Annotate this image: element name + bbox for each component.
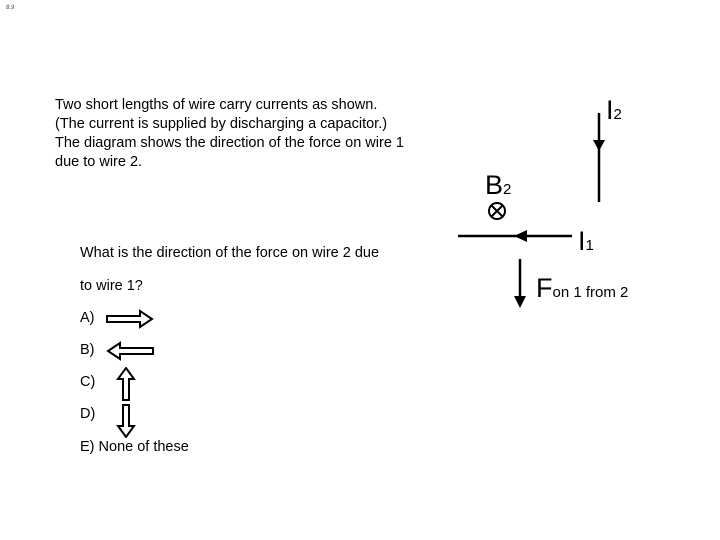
force-arrow-icon	[514, 296, 526, 308]
current-2-arrow-icon	[593, 140, 605, 151]
intro-line: due to wire 2.	[55, 154, 143, 170]
force-label: Fon 1 from 2	[536, 273, 629, 303]
current-1-arrow-icon	[514, 230, 527, 242]
intro-line: The diagram shows the direction of the force on wire 1	[55, 135, 404, 151]
option-d-label: D)	[80, 406, 96, 422]
question-line: What is the direction of the force on wire 2 due	[80, 245, 380, 261]
intro-line: Two short lengths of wire carry currents as shown.	[55, 97, 378, 113]
option-a-label: A)	[80, 310, 95, 326]
current-1-label: I1	[578, 226, 594, 256]
option-c-label: C)	[80, 374, 96, 390]
field-2-label: B2	[485, 170, 512, 200]
option-e-label: E) None of these	[80, 439, 189, 455]
slide-number: 8.9	[6, 5, 15, 11]
question-line: to wire 1?	[80, 278, 143, 294]
option-b-label: B)	[80, 342, 95, 358]
into-page-icon	[489, 203, 505, 219]
current-2-label: I2	[606, 95, 622, 125]
intro-line: (The current is supplied by discharging a capacitor.)	[55, 116, 388, 132]
